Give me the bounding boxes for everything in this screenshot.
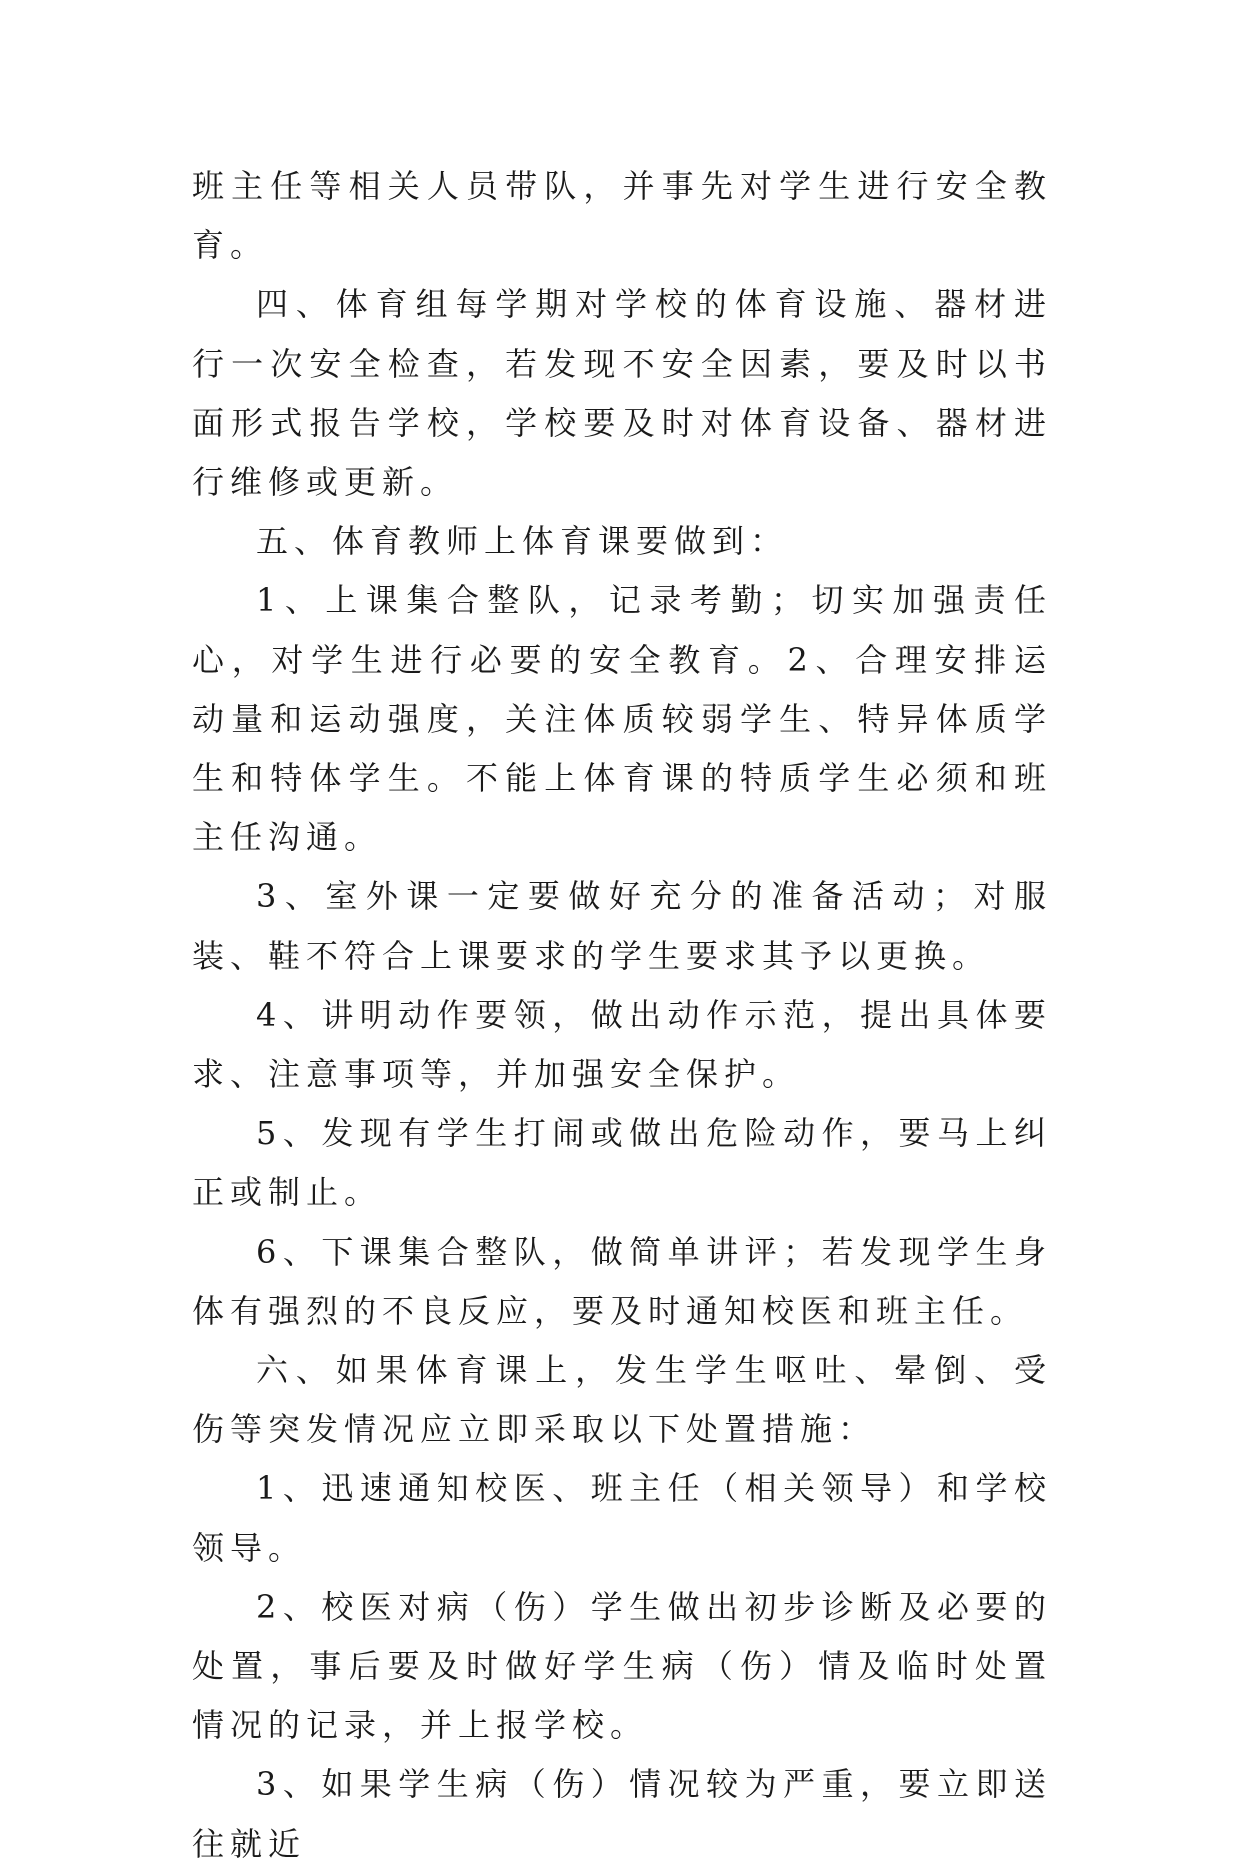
paragraph-section-6: 六、如果体育课上，发生学生呕吐、晕倒、受伤等突发情况应立即采取以下处置措施： [192, 1351, 1052, 1449]
document-body [192, 157, 1052, 1874]
paragraph-item-6: 6、下课集合整队，做简单讲评；若发现学生身体有强烈的不良反应，要及时通知校医和班主任。 [192, 1232, 1052, 1330]
paragraph-continuation: 班主任等相关人员带队，并事先对学生进行安全教育。 [192, 167, 1052, 265]
paragraph-item-5: 5、发现有学生打闹或做出危险动作，要马上纠正或制止。 [192, 1114, 1052, 1212]
paragraph-section-4: 四、体育组每学期对学校的体育设施、器材进行一次安全检查，若发现不安全因素，要及时以书面形式报告学校，学校要及时对体育设备、器材进行维修或更新。 [192, 285, 1052, 502]
paragraph-section-5: 五、体育教师上体育课要做到： [256, 522, 789, 561]
paragraph-measure-3: 3、如果学生病（伤）情况较为严重，要立即送往就近 [192, 1765, 1052, 1863]
paragraph-measure-1: 1、迅速通知校医、班主任（相关领导）和学校领导。 [192, 1469, 1052, 1567]
paragraph-item-1-2: 1、上课集合整队，记录考勤；切实加强责任心，对学生进行必要的安全教育。2、合理安排运动量和运动强度，关注体质较弱学生、特异体质学生和特体学生。不能上体育课的特质学生必须和班主任沟通。 [192, 581, 1052, 857]
paragraph-item-4: 4、讲明动作要领，做出动作示范，提出具体要求、注意事项等，并加强安全保护。 [192, 995, 1052, 1094]
paragraph-item-3: 3、室外课一定要做好充分的准备活动；对服装、鞋不符合上课要求的学生要求其予以更换。 [192, 877, 1052, 975]
paragraph-measure-2: 2、校医对病（伤）学生做出初步诊断及必要的处置，事后要及时做好学生病（伤）情及临时处置情况的记录，并上报学校。 [192, 1587, 1052, 1745]
